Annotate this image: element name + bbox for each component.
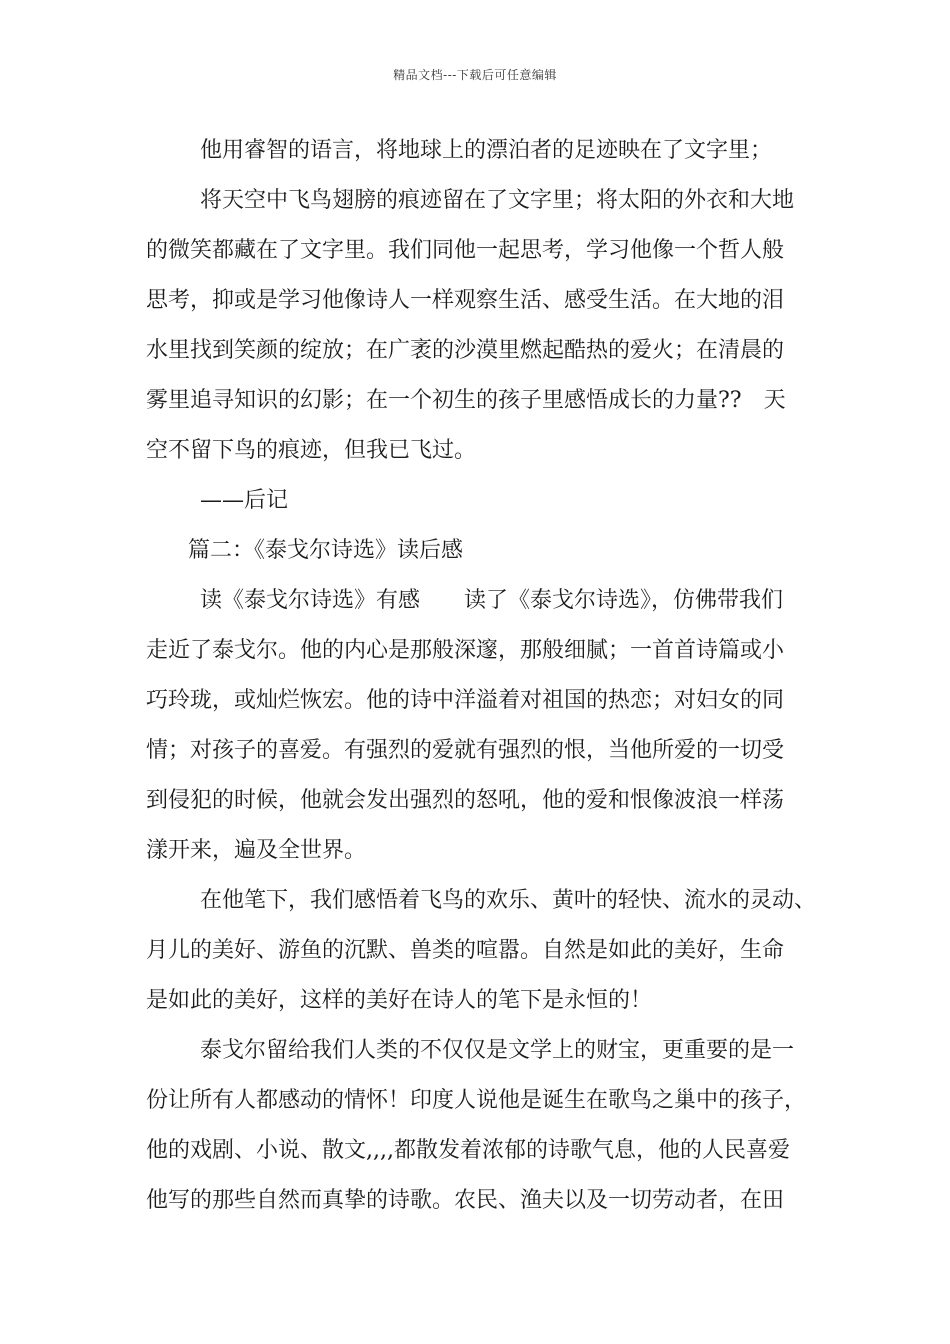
text-line: 将天空中飞鸟翅膀的痕迹留在了文字里；将太阳的外衣和大地 [200,188,795,213]
text-line: 他写的那些自然而真挚的诗歌。农民、渔夫以及一切劳动者，在田 [146,1188,785,1213]
text-line: 情；对孩子的喜爱。有强烈的爱就有强烈的恨，当他所爱的一切受 [146,738,785,763]
text-line: 漾开来，遍及全世界。 [146,838,367,863]
text-line: 到侵犯的时候，他就会发出强烈的怒吼，他的爱和恨像波浪一样荡 [146,788,785,813]
text-line: 是如此的美好，这样的美好在诗人的笔下是永恒的！ [146,988,653,1013]
text-line: 水里找到笑颜的绽放；在广袤的沙漠里燃起酷热的爱火；在清晨的 [146,338,785,363]
text-line: 份让所有人都感动的情怀！印度人说他是诞生在歌鸟之巢中的孩子， [146,1088,807,1113]
text-line: 月儿的美好、游鱼的沉默、兽类的喧嚣。自然是如此的美好，生命 [146,938,785,963]
postscript-label: ——后记 [200,488,289,513]
text-line: 在他笔下，我们感悟着飞鸟的欢乐、黄叶的轻快、流水的灵动、 [200,888,817,913]
page-header: 精品文档---下载后可任意编辑 [393,68,557,82]
text-line: 泰戈尔留给我们人类的不仅仅是文学上的财宝，更重要的是一 [200,1038,795,1063]
text-line: 他用睿智的语言，将地球上的漂泊者的足迹映在了文字里； [200,138,773,163]
text-line: 雾里追寻知识的幻影；在一个初生的孩子里感悟成长的力量?? 天 [146,388,786,413]
text-line: 巧玲珑，或灿烂恢宏。他的诗中洋溢着对祖国的热恋；对妇女的同 [146,688,785,713]
text-line: 空不留下鸟的痕迹，但我已飞过。 [146,438,477,463]
text-line: 的微笑都藏在了文字里。我们同他一起思考，学习他像一个哲人般 [146,238,785,263]
text-line: 他的戏剧、小说、散文,,,,都散发着浓郁的诗歌气息，他的人民喜爱 [146,1138,790,1163]
section-heading: 篇二：《泰戈尔诗选》读后感 [188,538,464,563]
text-line: 读《泰戈尔诗选》有感 读了《泰戈尔诗选》，仿佛带我们 [200,588,784,613]
text-line: 走近了泰戈尔。他的内心是那般深邃，那般细腻；一首首诗篇或小 [146,638,785,663]
text-line: 思考，抑或是学习他像诗人一样观察生活、感受生活。在大地的泪 [146,288,785,313]
